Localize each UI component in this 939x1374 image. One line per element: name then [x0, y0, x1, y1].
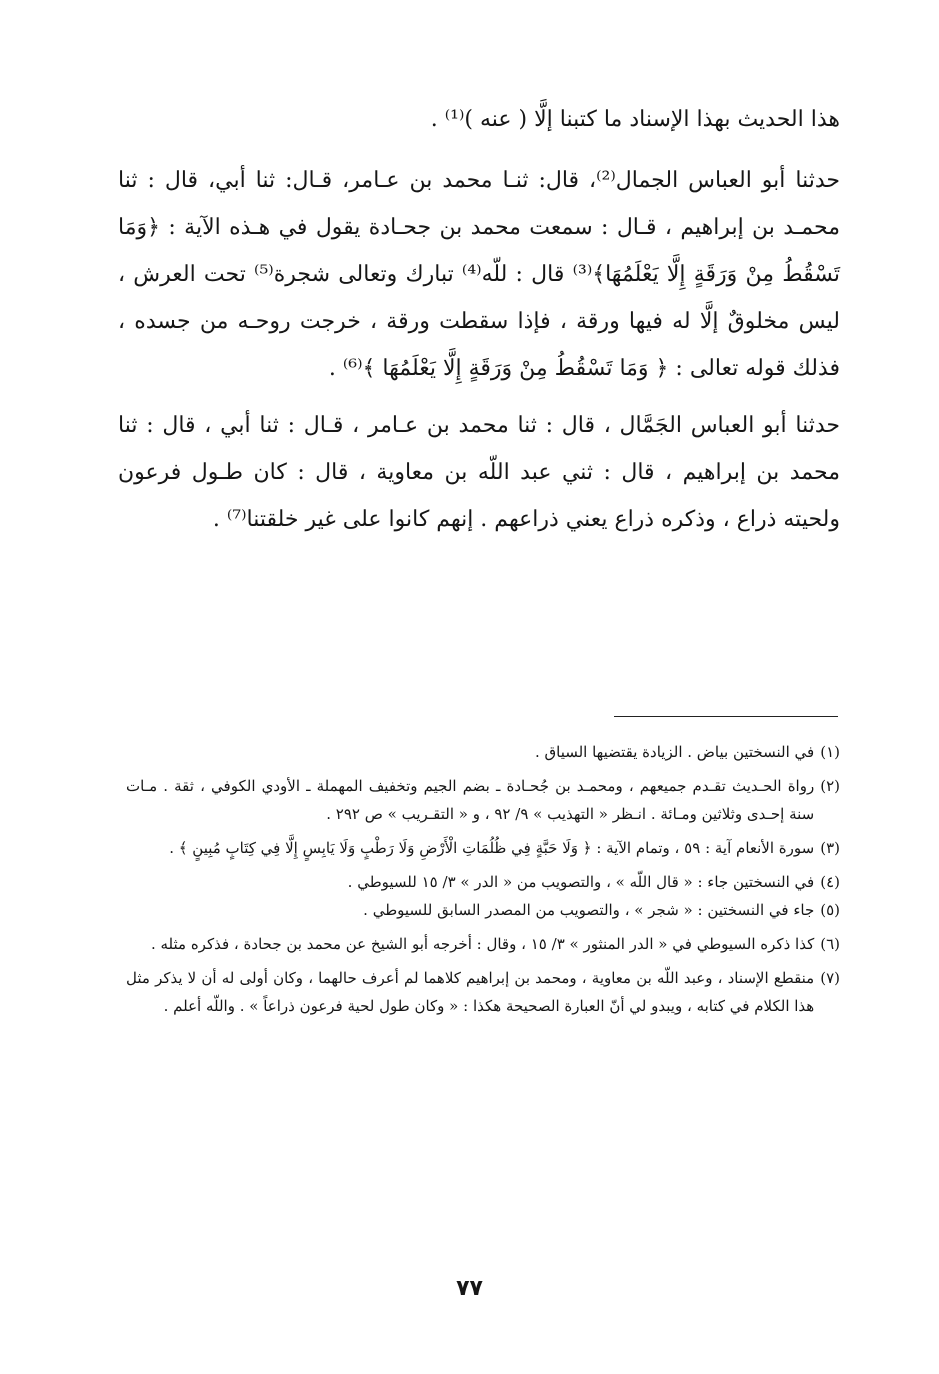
footnote-number: (٣) — [820, 839, 840, 857]
footnote-number: (٦) — [820, 935, 840, 953]
footnote — [126, 930, 840, 958]
footnote-separator — [614, 716, 838, 717]
paragraph: هذا الحديث بهذا الإسناد ما كتبنا إلَّا ( عنه )⁽¹⁾ . — [430, 107, 840, 132]
footnote — [126, 772, 840, 828]
footnote-text: جاء في النسختين : « شجر » ، والتصويب من المصدر السابق للسيوطي . — [363, 901, 815, 919]
paragraph: حدثنا أبو العباس الجمال⁽²⁾، قال: ثنـا محمد بن عـامر، قـال: ثنا أبي، قال : ثنا محمـد بن إبراهيم ، قـال : سمعت محمد بن جحـادة يقول في هـذه الآية : ﴿وَمَا تَسْقُطُ مِنْ وَرَقَةٍ إِلَّا يَعْلَمُهَا﴾⁽³⁾ قال : للّه⁽⁴⁾ تبارك وتعالى شجرة⁽⁵⁾ تحت العرش ، ليس مخلوقٌ إلَّا له فيها ورقة ، فإذا سقطت ورقة ، خرجت روحـه من جسده ، فذلك قوله تعالى : ﴿ وَمَا تَسْقُطُ مِنْ وَرَقَةٍ إِلَّا يَعْلَمُهَا ﴾⁽⁶⁾ . — [118, 168, 841, 381]
footnote-text: منقطع الإسناد ، وعبد اللّه بن معاوية ، ومحمد بن إبراهيم كلاهما لم أعرف حالهما ، وكان أولى له أن لا يذكر مثل هذا الكلام في كتابه ، ويبدو لي أنّ العبارة الصحيحة هكذا : « وكان طول لحية فرعون ذراعاً » . واللّه أعلم . — [126, 969, 815, 1015]
footnote-text: في النسختين بياض . الزيادة يقتضيها السياق . — [534, 743, 815, 761]
footnote-text: سورة الأنعام آية : ٥٩ ، وتمام الآية : ﴿ وَلَا حَبَّةٍ فِي ظُلُمَاتِ الْأَرْضِ وَلَا رَطْبٍ وَلَا يَابِسٍ إِلَّا فِي كِتَابٍ مُبِينٍ ﴾ . — [169, 839, 815, 857]
footnote-number: (٢) — [820, 777, 840, 795]
footnote — [126, 738, 840, 766]
main-text — [118, 96, 840, 553]
page-number: ٧٧ — [456, 1276, 483, 1301]
footnotes — [126, 738, 840, 1026]
footnote — [126, 896, 840, 924]
footnote-number: (٧) — [820, 969, 840, 987]
footnote — [126, 868, 840, 896]
footnote-number: (١) — [820, 743, 840, 761]
footnote-number: (٤) — [820, 873, 840, 891]
paragraph: حدثنا أبو العباس الجَمَّال ، قال : ثنا محمد بن عـامر ، قـال : ثنا أبي ، قال : ثنا محمد بن إبراهيم ، قال : ثني عبد اللّه بن معاوية ، قال : كان طـول فرعون ولحيته ذراع ، وذكره ذراع يعني ذراعهم . إنهم كانوا على غير خلقتنا⁽⁷⁾ . — [118, 413, 840, 532]
footnote — [126, 834, 840, 862]
footnote-text: في النسختين جاء : « قال اللّه » ، والتصويب من « الدر » ٣/ ١٥ للسيوطي . — [347, 873, 815, 891]
footnote-text: رواة الحـديث تقـدم جميعهم ، ومحمـد بن جُحـادة ـ بضم الجيم وتخفيف المهملة ـ الأودي الكوفي ، ثقة . مـات سنة إحـدى وثلاثين ومـائة . انـظر « التهذيب » ٩/ ٩٢ ، و « التقـريب » ص ٢٩٢ . — [126, 777, 815, 823]
footnote — [126, 964, 840, 1020]
footnote-text: كذا ذكره السيوطي في « الدر المنثور » ٣/ ١٥ ، وقال : أخرجه أبو الشيخ عن محمد بن جحادة ، فذكره مثله . — [150, 935, 815, 953]
footnote-number: (٥) — [820, 901, 840, 919]
